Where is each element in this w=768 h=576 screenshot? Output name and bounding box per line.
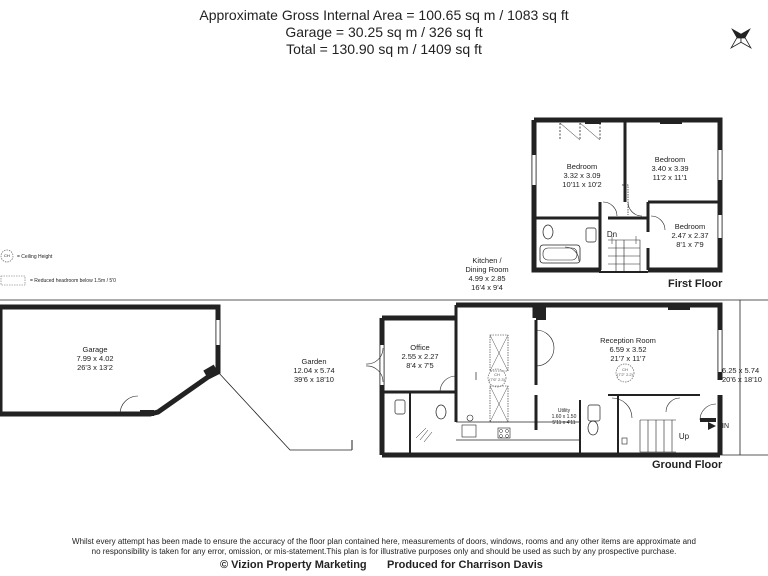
ground-floor-plan: [0, 300, 768, 455]
ceiling-height-marker-reception: CH (7'2" 2.2): [617, 367, 633, 377]
bedroom3-label: Bedroom 2.47 x 2.37 8'1 x 7'9: [671, 222, 709, 249]
office-label: Office 2.55 x 2.27 8'4 x 7'5: [401, 343, 439, 370]
utility-label: Utility 1.60 x 1.50 5'11 x 4'11: [551, 408, 577, 426]
entrance-label: IN: [722, 423, 729, 430]
first-floor-stairs-label: Dn: [606, 230, 618, 239]
disclaimer-line-1: Whilst every attempt has been made to ensure the accuracy of the floor plan contained here, measurements of doors, windows, rooms and any other items are approximate and: [72, 537, 696, 546]
reduced-headroom-key-label: = Reduced headroom below 1.5m / 5'0: [30, 278, 116, 284]
kitchen-dining-label: Kitchen / Dining Room 4.99 x 2.85 16'4 x 9'4: [456, 256, 518, 292]
garden-label: Garden 12.04 x 5.74 39'6 x 18'10: [293, 357, 335, 384]
ground-floor-label: Ground Floor: [652, 459, 723, 471]
bedroom2-label: Bedroom 3.40 x 3.39 11'2 x 11'1: [651, 155, 689, 182]
first-floor-plan: [532, 120, 722, 272]
garage-area-title: Garage = 30.25 sq m / 326 sq ft: [285, 24, 483, 40]
ceiling-height-key-label: = Ceiling Height: [17, 254, 53, 260]
footer-produced-for: Produced for Charrison Davis: [387, 559, 543, 571]
first-floor-label: First Floor: [668, 278, 723, 290]
garage-label: Garage 7.99 x 4.02 26'3 x 13'2: [76, 345, 114, 372]
disclaimer-line-2: no responsibility is taken for any error, omission, or mis-statement.This plan is for illustrative purposes only and should be used as such by any prospective purchase.: [91, 547, 677, 556]
ceiling-height-key-symbol: CH: [4, 253, 10, 258]
bedroom1-label: Bedroom 3.32 x 3.09 10'11 x 10'2: [562, 162, 602, 189]
gross-area-title: Approximate Gross Internal Area = 100.65 sq m / 1083 sq ft: [199, 7, 569, 23]
reduced-headroom-key-icon: [1, 276, 25, 285]
reception-room-label: Reception Room 6.59 x 3.52 21'7 x 11'7: [600, 336, 656, 363]
ceiling-height-marker-kitchen: CH (7'6" 2.3): [489, 372, 505, 382]
front-area-label: 6.25 x 5.74 20'6 x 18'10: [722, 366, 762, 384]
ground-floor-stairs-label: Up: [678, 432, 690, 441]
footer-copyright: © Vizion Property Marketing: [220, 559, 367, 571]
total-area-title: Total = 130.90 sq m / 1409 sq ft: [286, 41, 482, 57]
compass-icon: [721, 18, 761, 58]
